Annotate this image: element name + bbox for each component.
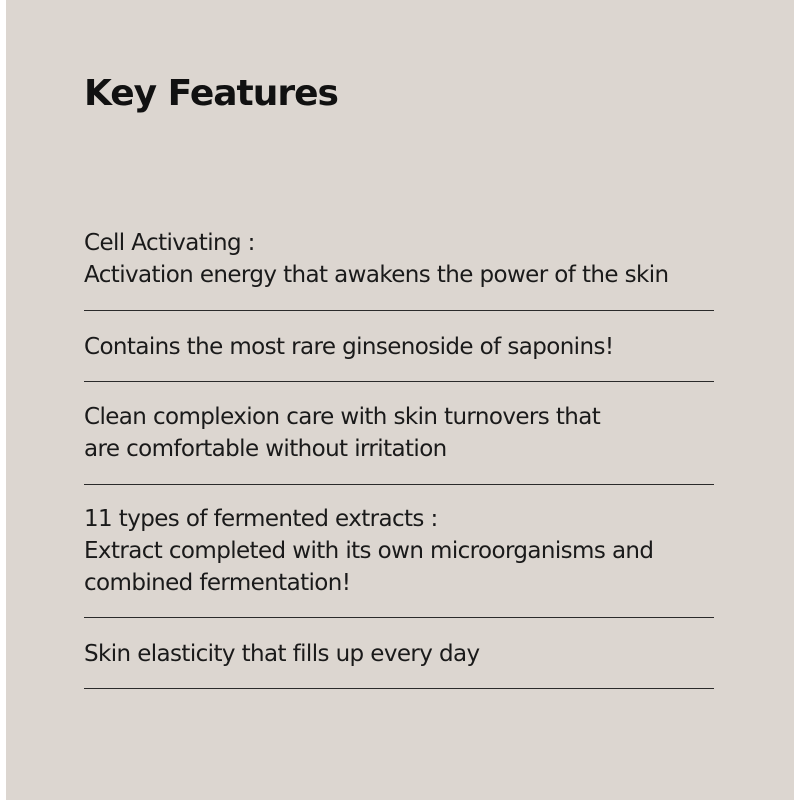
divider (84, 484, 714, 485)
divider (84, 381, 714, 382)
feature-line: Cell Activating : (84, 230, 255, 256)
page-title: Key Features (84, 73, 338, 114)
divider (84, 688, 714, 689)
divider (84, 617, 714, 618)
features-panel (6, 0, 794, 800)
feature-line: Clean complexion care with skin turnovers that (84, 404, 601, 430)
feature-line: Skin elasticity that fills up every day (84, 641, 480, 667)
divider (84, 310, 714, 311)
feature-item-fermented-extracts (84, 503, 714, 599)
feature-line: are comfortable without irritation (84, 436, 447, 462)
feature-item-skin-elasticity (84, 638, 714, 670)
feature-line: combined fermentation! (84, 570, 351, 596)
feature-line: 11 types of fermented extracts : (84, 506, 438, 532)
feature-line: Contains the most rare ginsenoside of saponins! (84, 334, 614, 360)
feature-item-ginsenoside (84, 331, 714, 363)
feature-line: Extract completed with its own microorganisms and (84, 538, 654, 564)
feature-item-clean-complexion (84, 401, 714, 465)
feature-item-cell-activating (84, 227, 714, 291)
feature-line: Activation energy that awakens the power of the skin (84, 262, 669, 288)
